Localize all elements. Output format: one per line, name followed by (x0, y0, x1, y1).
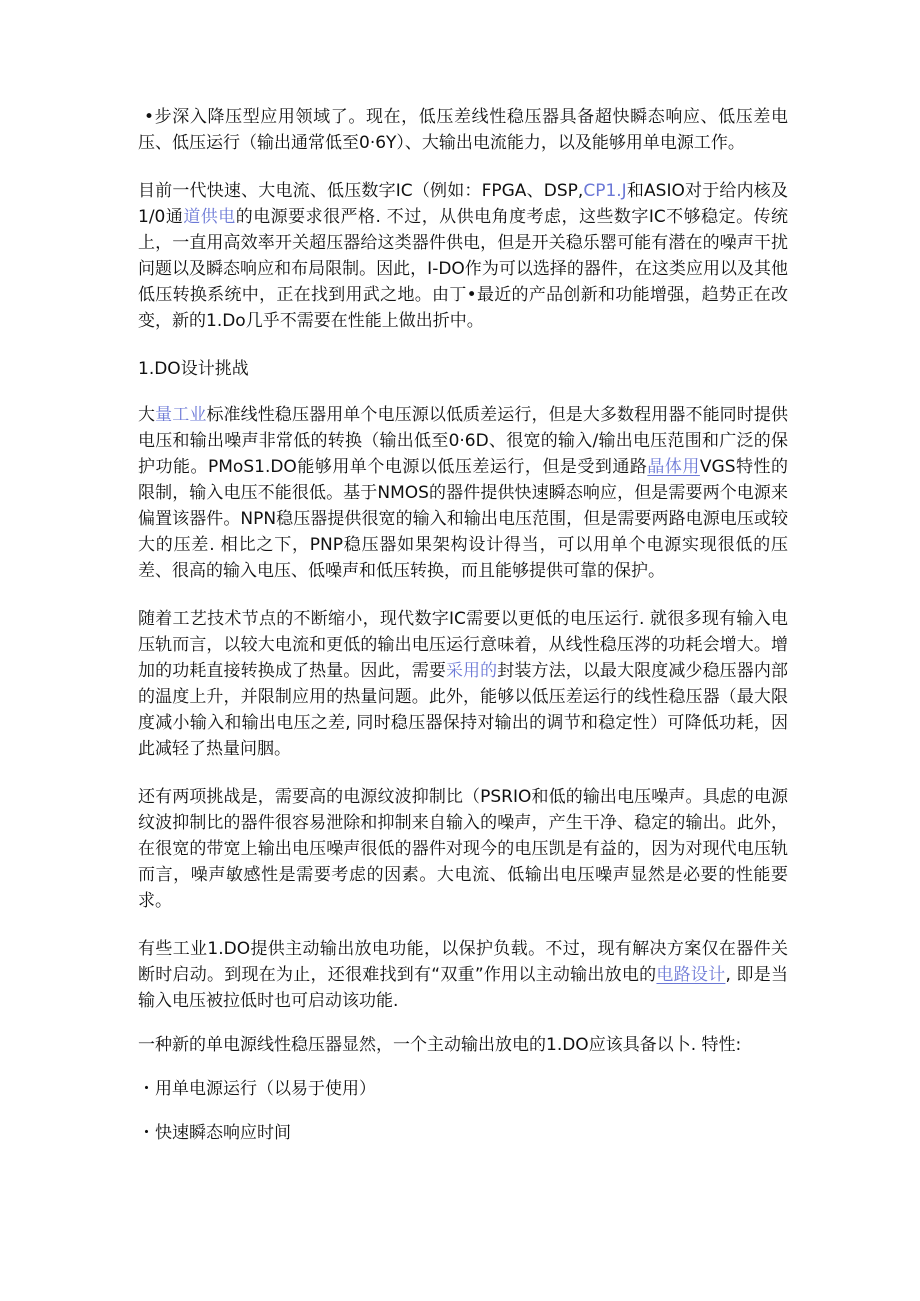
text-segment: 标准线性稳压器用单个电压源以低质差运行，但是大多数程用器不能同时提供电压和输出噪声非常低的转换（输出低至0·6D、很宽的输入/输出电压范围和广泛的保护功能。PMoS1.DO能够用单个电源以低压差运行，但是受到通路 (138, 405, 789, 477)
link-adopted[interactable]: 采用的 (445, 661, 498, 681)
paragraph-thermal (138, 606, 788, 762)
text-segment: , 即是当输入电压被拉低时也可启动该功能. (138, 965, 789, 1011)
paragraph-psrr: 还有两项挑战是，需要高的电源纹波抑制比（PSRIO和低的输出电压噪声。具虑的电源纹波抑制比的器件很容易泄除和抑制来自输入的噪声，产生干净、稳定的输出。此外，在很宽的带宽上输出电压噪声很低的器件对现今的电压凯是有益的，因为对现代电压轨而言，噪声敏感性是需要考虑的因素。大电流、低输出电压噪声显然是必要的性能要求。 (138, 787, 788, 911)
text-segment: 的电源要求很严格. 不过，从供电角度考虑，这些数字IC不够稳定。传统上，一直用高效率开关超压器给这类器件供电，但是开关稳乐罂可能有潜在的噪声干扰问题以及瞬态响应和布局限制。因此，I-DO作为可以选择的器件，在这类应用以及其他低压转换系统中，正在找到用武之地。由丁•最近的产品创新和功能增强，趋势正在改变，新的1.Do几乎不需要在性能上做出折中。 (138, 207, 789, 331)
paragraph-active-discharge (138, 936, 788, 1014)
paragraph-intro: •步深入降压型应用领域了。现在，低压差线性稳压器具备超快瞬态响应、低压差电压、低压运行（输出通常低至0·6Y）、大输出电流能力，以及能够用单电源工作。 (138, 107, 788, 153)
text-segment: 和ASIO对于给内核及1/0通 (138, 181, 788, 227)
link-cpu[interactable]: CP1.J (583, 181, 627, 201)
section-heading: 1.DO设计挑战 (138, 359, 249, 379)
text-segment: 目前一代快速、大电流、低压数字IC（例如：FPGA、DSP, (138, 181, 584, 201)
link-circuit-design[interactable]: 电路设计 (656, 965, 726, 985)
text-segment: 封装方法，以最大限度减少稳压器内部的温度上升，并限制应用的热量问题。此外，能够以低压差运行的线性稳压器（最大限度减小输入和输出电压之差, 同时稳压器保持对输出的调节和稳定性）可降低功耗，因此减轻了热量问胭。 (138, 661, 789, 759)
text-segment: 随着工艺技术节点的不断缩小，现代数字IC需要以更低的电压运行. 就很多现有输入电压轨而言，以较大电流和更低的输出电压运行意味着，从线性稳压涔的功耗会增大。增加的功耗直接转换成了热量。因此，需要 (138, 609, 788, 681)
list-item: ・用单电源运行（以易于使用） (138, 1079, 376, 1099)
text-segment: 有些工业1.DO提供主动输出放电功能，以保护负载。不过，现有解决方案仅在器件关断时启动。到现在为止，还很难找到有“双重”作用以主动输出放电的 (138, 939, 788, 985)
link-industry[interactable]: 量工业 (155, 405, 207, 425)
text-segment: 大 (138, 405, 156, 425)
list-item: ・快速瞬态响应时间 (138, 1123, 291, 1143)
paragraph-features-intro: 一种新的单电源线性稳压器显然，一个主动输出放电的1.DO应该具备以卜. 特性: (138, 1035, 742, 1055)
document-body (138, 104, 788, 1164)
text-segment: VGS特性的限制，输入电压不能很低。基于NMOS的器件提供快速瞬态响应，但是需要两个电源来偏置该器件。NPN稳压器提供很宽的输入和输出电压范围，但是需要两路电源电压或较大的压差. 相比之下，PNP稳压器如果架构设计得当，可以用单个电源实现很低的压差、很高的输入电压、低噪声和低压转换，而且能够提供可靠的保护。 (138, 457, 789, 581)
paragraph-regulator-types (138, 402, 788, 584)
link-transistor[interactable]: 晶体用 (647, 457, 700, 477)
link-power-channel[interactable]: 道供电 (183, 207, 236, 227)
paragraph-digital-ic (138, 178, 788, 334)
